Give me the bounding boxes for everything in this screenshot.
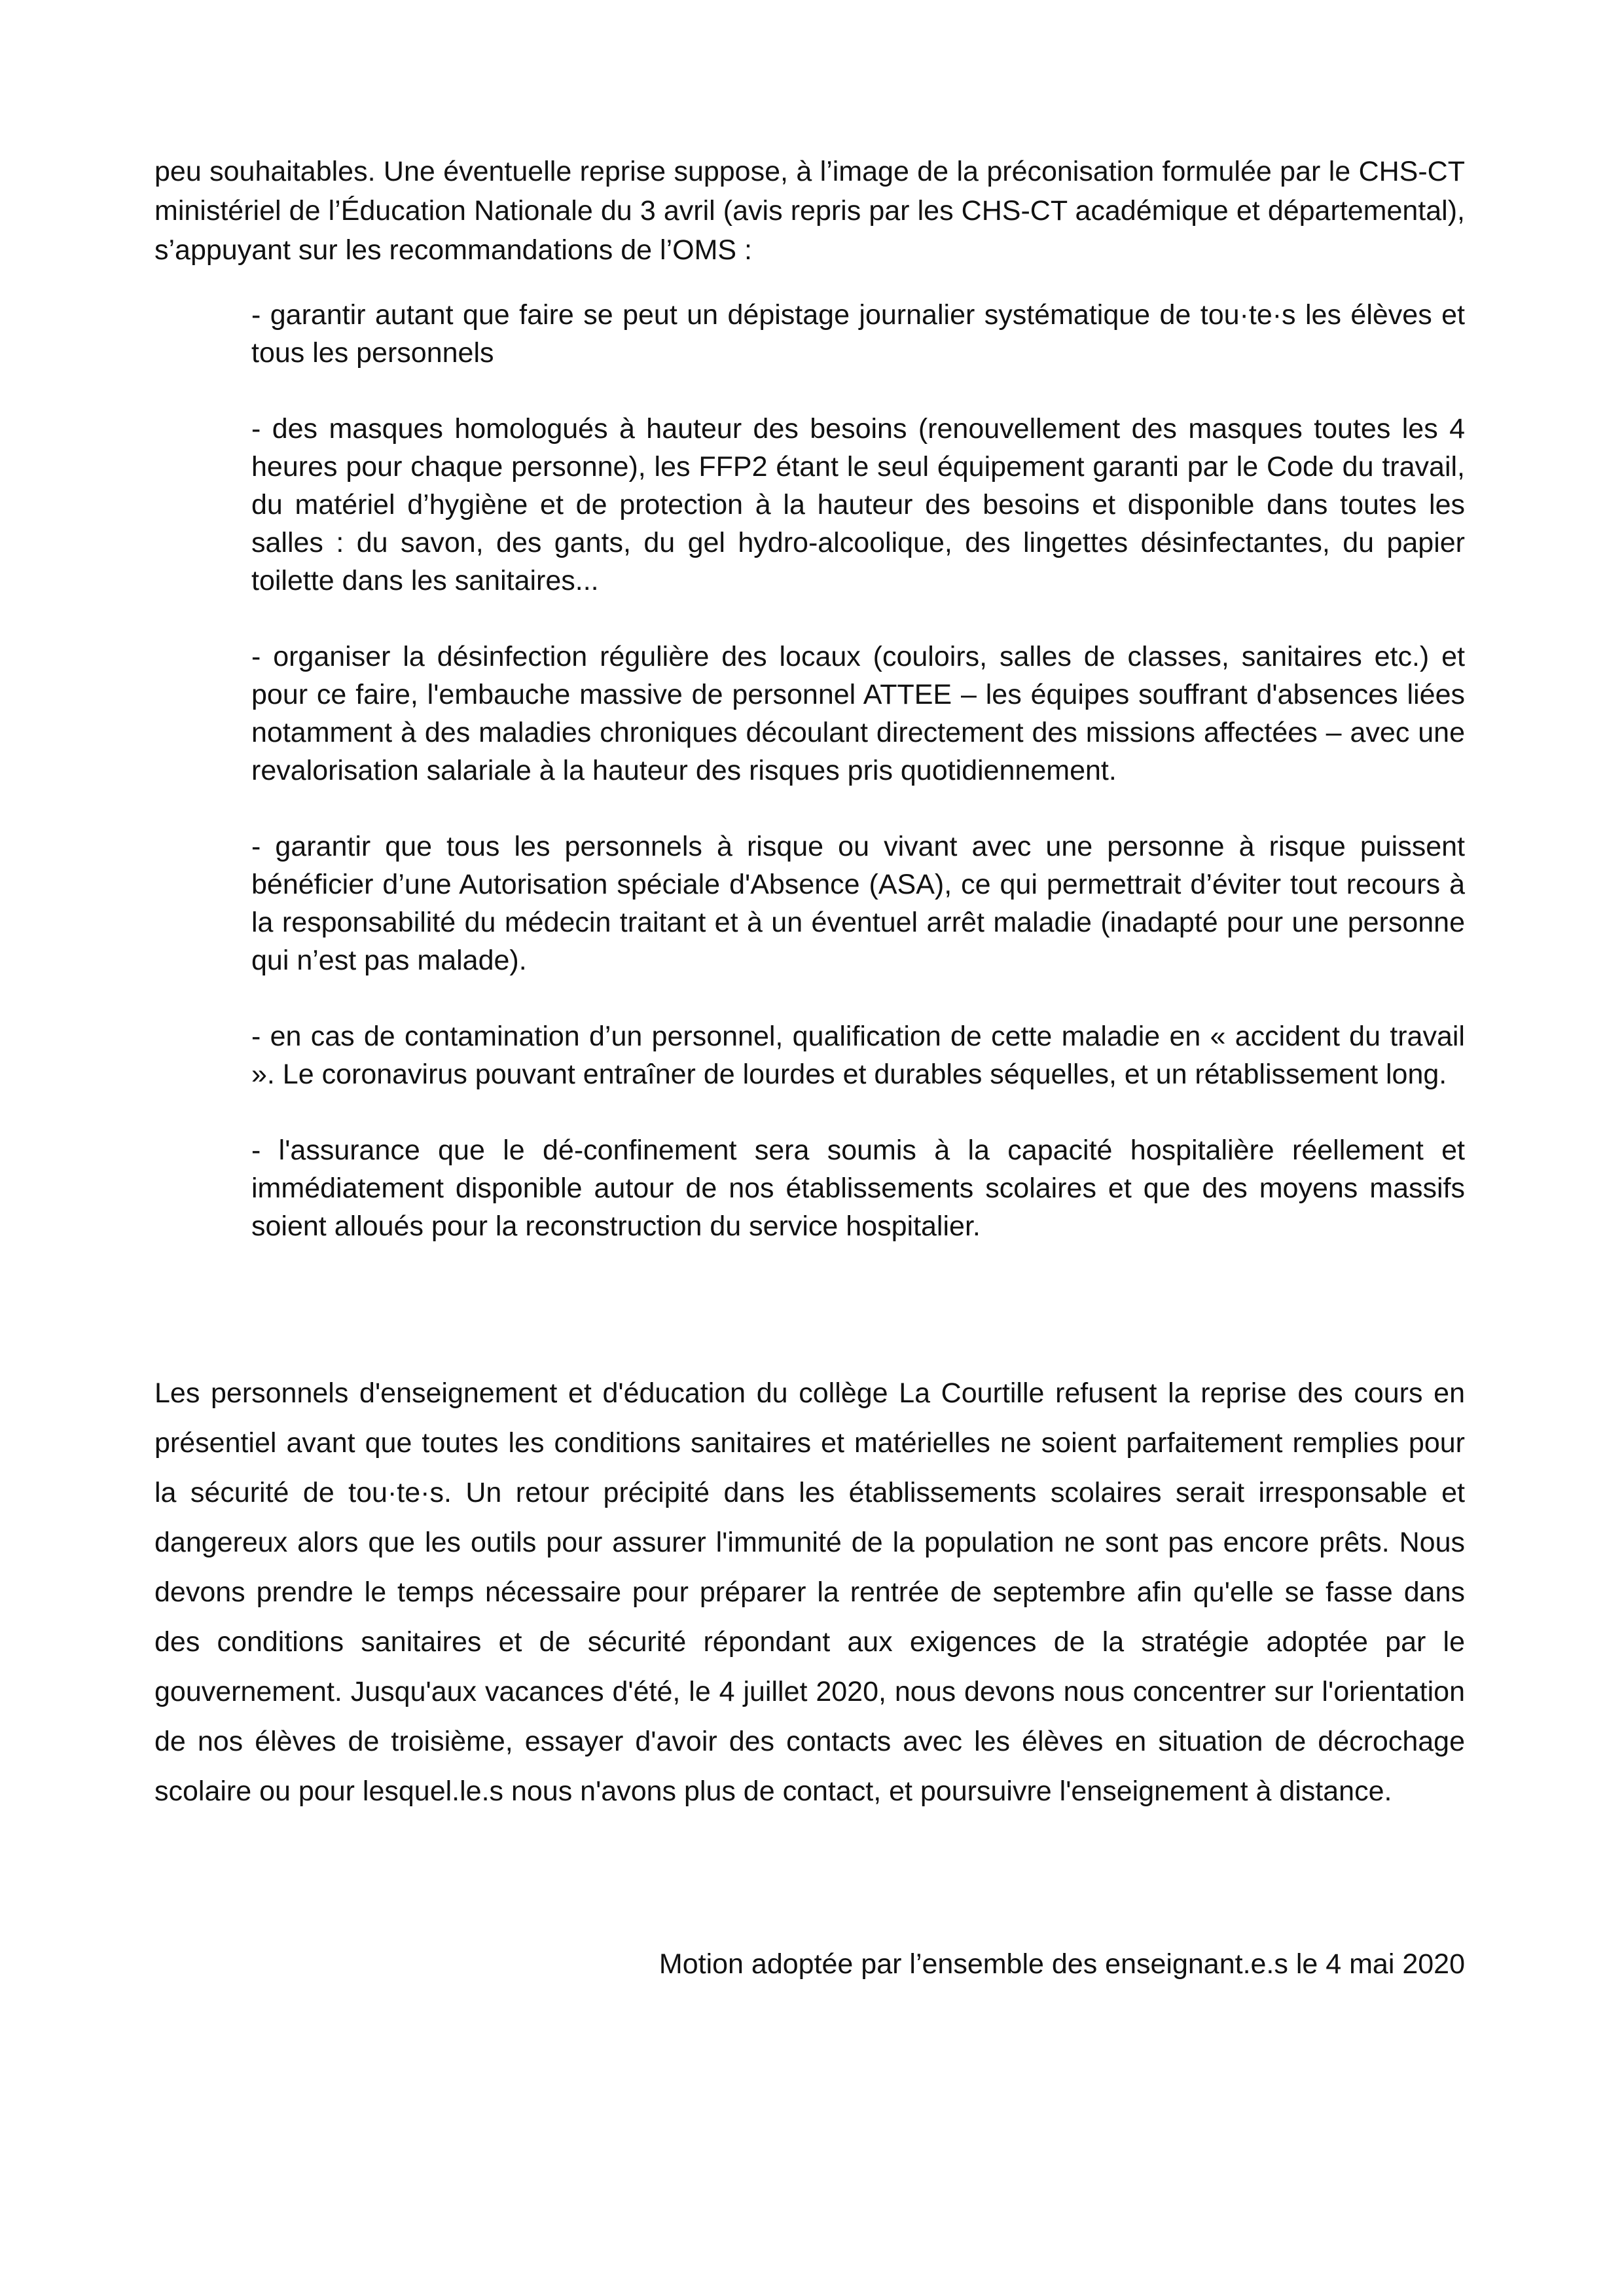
demand-item-asa: - garantir que tous les personnels à risque ou vivant avec une personne à risque puissent bénéficier d’une Autorisation spéciale d'Absence (ASA), ce qui permettrait d’éviter tout recours à la responsabilité du médecin traitant et à un éventuel arrêt maladie (inadapté pour une personne qui n’est pas malade). [251,831,1465,976]
demand-item-masks: - des masques homologués à hauteur des besoins (renouvellement des masques toutes les 4 heures pour chaque personne), les FFP2 étant le seul équipement garanti par le Code du travail, du matériel d’hygiène et de protection à la hauteur des besoins et disponible dans toutes les salles : du savon, des gants, du gel hydro-alcoolique, des lingettes désinfectantes, du papier toilette dans les sanitaires... [251,413,1465,596]
demand-item-disinfection: - organiser la désinfection régulière des locaux (couloirs, salles de classes, sanitaires etc.) et pour ce faire, l'embauche massive de personnel ATTEE – les équipes souffrant d'absences liées notamment à des maladies chroniques découlant directement des missions affectées – avec une revalorisation salariale à la hauteur des risques pris quotidiennement. [251,641,1465,786]
intro-paragraph: peu souhaitables. Une éventuelle reprise suppose, à l’image de la préconisation formulée par le CHS-CT ministériel de l’Éducation Nationale du 3 avril (avis repris par les CHS-CT académique et départemental), s’appuyant sur les recommandations de l’OMS : [154,156,1465,266]
demand-item-screening: - garantir autant que faire se peut un dépistage journalier systématique de tou·te·s les élèves et tous les personnels [251,299,1465,369]
demand-item-hospital-capacity: - l'assurance que le dé-confinement sera soumis à la capacité hospitalière réellement et immédiatement disponible autour de nos établissements scolaires et que des moyens massifs soient alloués pour la reconstruction du service hospitalier. [251,1135,1465,1242]
signature-line: Motion adoptée par l’ensemble des enseignant.e.s le 4 mai 2020 [659,1948,1465,1980]
conclusion-paragraph: Les personnels d'enseignement et d'éducation du collège La Courtille refusent la reprise des cours en présentiel avant que toutes les conditions sanitaires et matérielles ne soient parfaitement remplies pour la sécurité de tou·te·s. Un retour précipité dans les établissements scolaires serait irresponsable et dangereux alors que les outils pour assurer l'immunité de la population ne sont pas encore prêts. Nous devons prendre le temps nécessaire pour préparer la rentrée de septembre afin qu'elle se fasse dans des conditions sanitaires et de sécurité répondant aux exigences de la stratégie adoptée par le gouvernement. Jusqu'aux vacances d'été, le 4 juillet 2020, nous devons nous concentrer sur l'orientation de nos élèves de troisième, essayer d'avoir des contacts avec les élèves en situation de décrochage scolaire ou pour lesquel.le.s nous n'avons plus de contact, et poursuivre l'enseignement à distance. [154,1377,1465,1807]
demand-item-work-accident: - en cas de contamination d’un personnel, qualification de cette maladie en « accident du travail ». Le coronavirus pouvant entraîner de lourdes et durables séquelles, et un rétablissement long. [251,1021,1465,1090]
demands-list [251,296,1465,1283]
